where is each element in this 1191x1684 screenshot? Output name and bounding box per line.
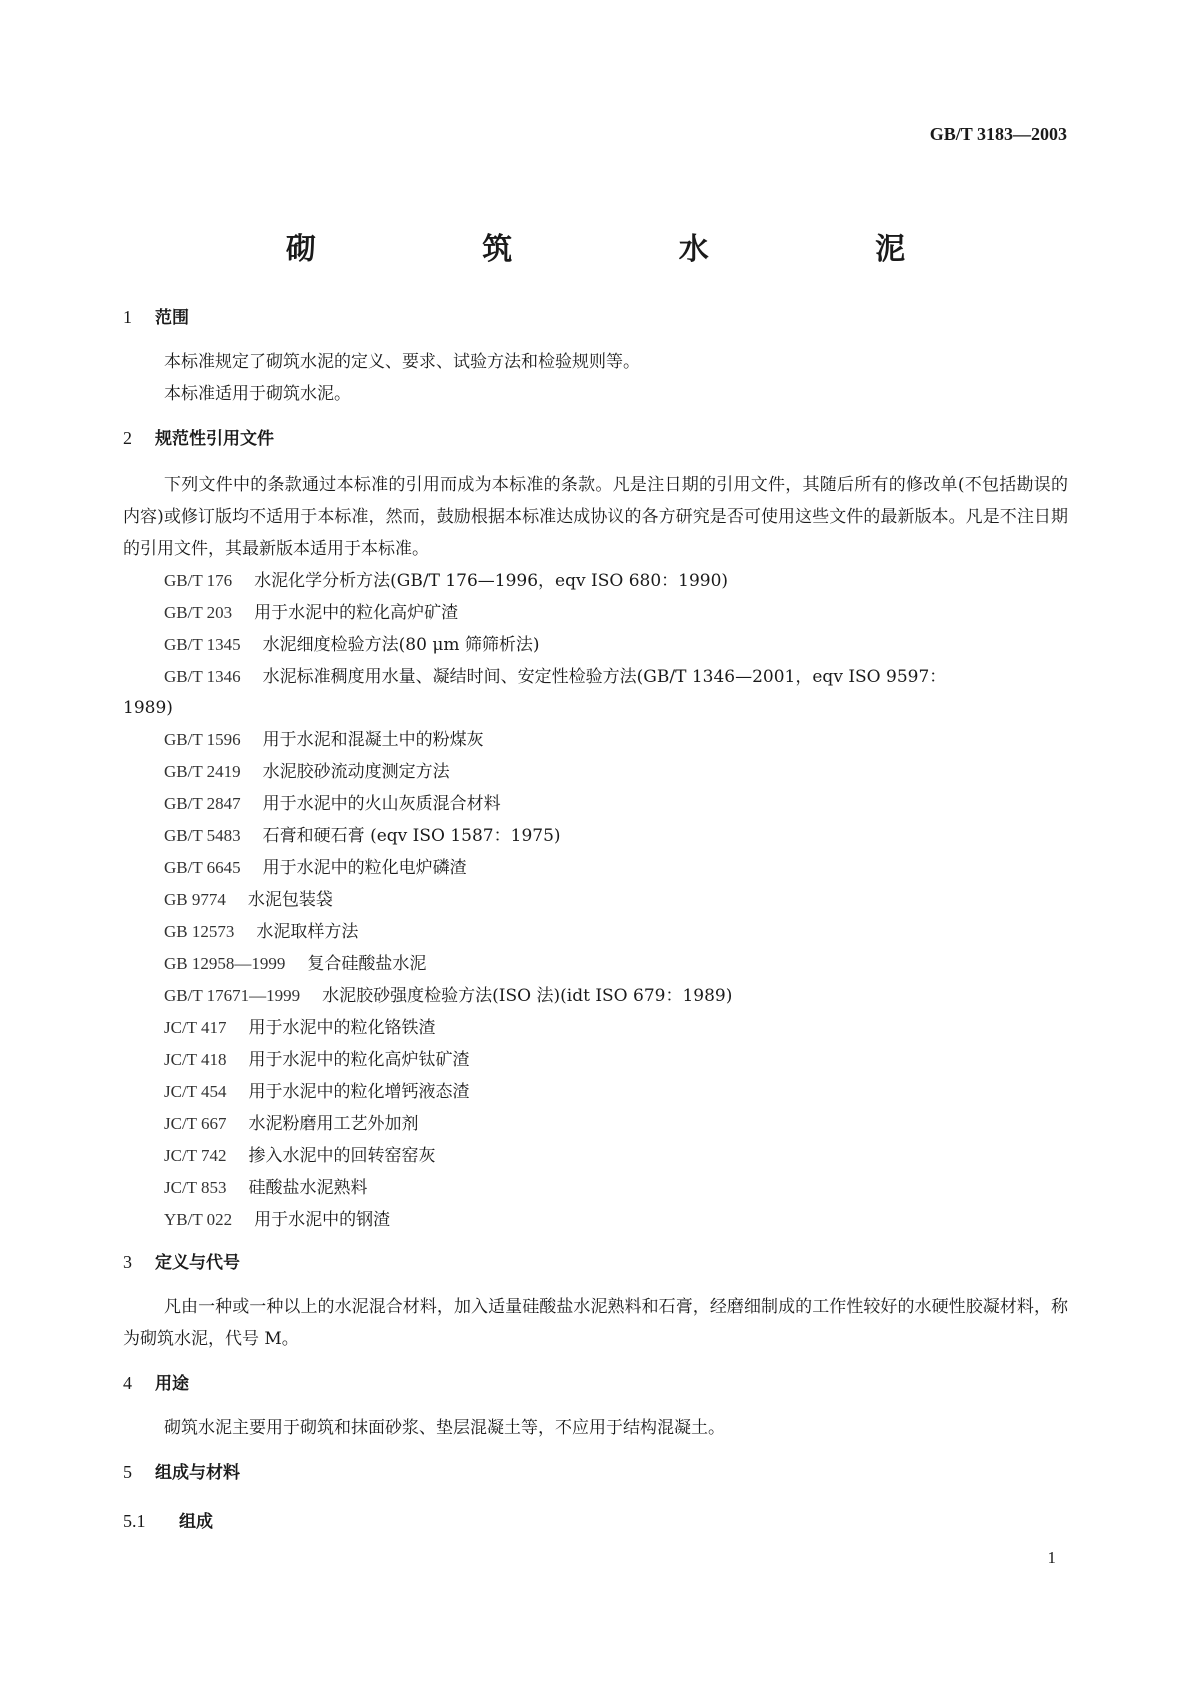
reference-code: YB/T 022 xyxy=(164,1210,233,1229)
reference-item xyxy=(123,724,1068,756)
reference-continuation: 1989) xyxy=(123,698,173,718)
reference-code: GB/T 1596 xyxy=(164,730,241,749)
section-number: 3 xyxy=(123,1252,132,1272)
section-number: 4 xyxy=(123,1373,132,1393)
reference-title: 用于水泥中的粒化高炉矿渣 xyxy=(254,603,459,623)
reference-item xyxy=(123,661,1068,724)
reference-code: GB/T 17671—1999 xyxy=(164,986,301,1005)
reference-title: 水泥粉磨用工艺外加剂 xyxy=(248,1114,419,1134)
paragraph: 本标准适用于砌筑水泥。 xyxy=(164,384,351,404)
reference-code: GB/T 176 xyxy=(164,571,233,590)
reference-title: 石膏和硬石膏 (eqv ISO 1587：1975) xyxy=(262,826,561,846)
reference-title: 水泥化学分析方法(GB/T 176—1996，eqv ISO 680：1990) xyxy=(254,571,729,591)
reference-item xyxy=(123,1204,1068,1236)
reference-code: GB/T 1346 xyxy=(164,667,241,686)
section-title: 定义与代号 xyxy=(155,1253,240,1273)
section-title: 组成与材料 xyxy=(155,1463,240,1483)
reference-title: 用于水泥中的粒化铬铁渣 xyxy=(248,1018,436,1038)
reference-code: GB/T 2419 xyxy=(164,762,241,781)
reference-title: 复合硅酸盐水泥 xyxy=(307,954,427,974)
reference-item xyxy=(123,1044,1068,1076)
reference-item xyxy=(123,1012,1068,1044)
reference-title: 水泥细度检验方法(80 μm 筛筛析法) xyxy=(262,635,540,655)
section-heading xyxy=(123,426,1068,451)
reference-title: 掺入水泥中的回转窑窑灰 xyxy=(248,1146,436,1166)
paragraph: 砌筑水泥主要用于砌筑和抹面砂浆、垫层混凝土等，不应用于结构混凝土。 xyxy=(164,1418,725,1438)
reference-title: 用于水泥中的粒化电炉磷渣 xyxy=(262,858,467,878)
reference-code: GB/T 2847 xyxy=(164,794,241,813)
section-heading xyxy=(123,1460,1068,1485)
reference-code: GB/T 1345 xyxy=(164,635,241,654)
reference-item xyxy=(123,1108,1068,1140)
section-number: 5 xyxy=(123,1462,132,1482)
reference-item xyxy=(123,916,1068,948)
subsection-heading xyxy=(123,1509,1068,1534)
reference-code: JC/T 667 xyxy=(164,1114,227,1133)
reference-code: GB/T 6645 xyxy=(164,858,241,877)
reference-title: 用于水泥和混凝土中的粉煤灰 xyxy=(262,730,484,750)
reference-title: 硅酸盐水泥熟料 xyxy=(248,1178,368,1198)
reference-code: JC/T 417 xyxy=(164,1018,227,1037)
reference-title: 水泥取样方法 xyxy=(256,922,359,942)
reference-item xyxy=(123,629,1068,661)
page-title: 砌 筑 水 泥 xyxy=(285,232,984,267)
paragraph: 本标准规定了砌筑水泥的定义、要求、试验方法和检验规则等。 xyxy=(164,352,640,372)
reference-title: 水泥胶砂强度检验方法(ISO 法)(idt ISO 679：1989) xyxy=(322,986,733,1006)
reference-title: 用于水泥中的钢渣 xyxy=(254,1210,391,1230)
paragraph: 凡由一种或一种以上的水泥混合材料，加入适量硅酸盐水泥熟料和石膏，经磨细制成的工作性较好的水硬性胶凝材料，称为砌筑水泥，代号 M。 xyxy=(123,1297,1068,1349)
reference-code: JC/T 454 xyxy=(164,1082,227,1101)
reference-title: 用于水泥中的火山灰质混合材料 xyxy=(262,794,501,814)
section-heading xyxy=(123,1371,1068,1396)
reference-item xyxy=(123,756,1068,788)
reference-list xyxy=(123,565,1068,1236)
reference-item xyxy=(123,1140,1068,1172)
section-heading xyxy=(123,305,1068,330)
reference-code: GB/T 203 xyxy=(164,603,233,622)
reference-item xyxy=(123,565,1068,597)
subsection-title: 组成 xyxy=(179,1512,213,1532)
reference-code: GB 12958—1999 xyxy=(164,954,286,973)
reference-code: GB 12573 xyxy=(164,922,235,941)
section-title: 范围 xyxy=(155,308,189,328)
reference-code: JC/T 853 xyxy=(164,1178,227,1197)
reference-title: 水泥标准稠度用水量、凝结时间、安定性检验方法(GB/T 1346—2001，eqv ISO 9597： xyxy=(262,667,947,687)
reference-title: 水泥胶砂流动度测定方法 xyxy=(262,762,450,782)
section-number: 2 xyxy=(123,428,132,448)
reference-item xyxy=(123,1076,1068,1108)
reference-item xyxy=(123,884,1068,916)
reference-title: 用于水泥中的粒化高炉钛矿渣 xyxy=(248,1050,470,1070)
document-body xyxy=(123,305,1068,1534)
reference-title: 用于水泥中的粒化增钙液态渣 xyxy=(248,1082,470,1102)
reference-code: JC/T 742 xyxy=(164,1146,227,1165)
reference-item xyxy=(123,1172,1068,1204)
reference-item xyxy=(123,788,1068,820)
subsection-number: 5.1 xyxy=(123,1511,146,1531)
paragraph: 下列文件中的条款通过本标准的引用而成为本标准的条款。凡是注日期的引用文件，其随后所有的修改单(不包括勘误的内容)或修订版均不适用于本标准，然而，鼓励根据本标准达成协议的各方研究是否可使用这些文件的最新版本。凡是不注日期的引用文件，其最新版本适用于本标准。 xyxy=(123,475,1068,559)
reference-code: JC/T 418 xyxy=(164,1050,227,1069)
section-heading xyxy=(123,1250,1068,1275)
section-title: 用途 xyxy=(155,1374,189,1394)
section-number: 1 xyxy=(123,307,132,327)
reference-code: GB/T 5483 xyxy=(164,826,241,845)
section-title: 规范性引用文件 xyxy=(155,429,274,449)
reference-item xyxy=(123,852,1068,884)
standard-number: GB/T 3183—2003 xyxy=(929,124,1067,144)
page-number: 1 xyxy=(1047,1548,1056,1567)
reference-code: GB 9774 xyxy=(164,890,226,909)
reference-item xyxy=(123,597,1068,629)
reference-item xyxy=(123,948,1068,980)
reference-item xyxy=(123,820,1068,852)
reference-title: 水泥包装袋 xyxy=(247,890,333,910)
reference-item xyxy=(123,980,1068,1012)
